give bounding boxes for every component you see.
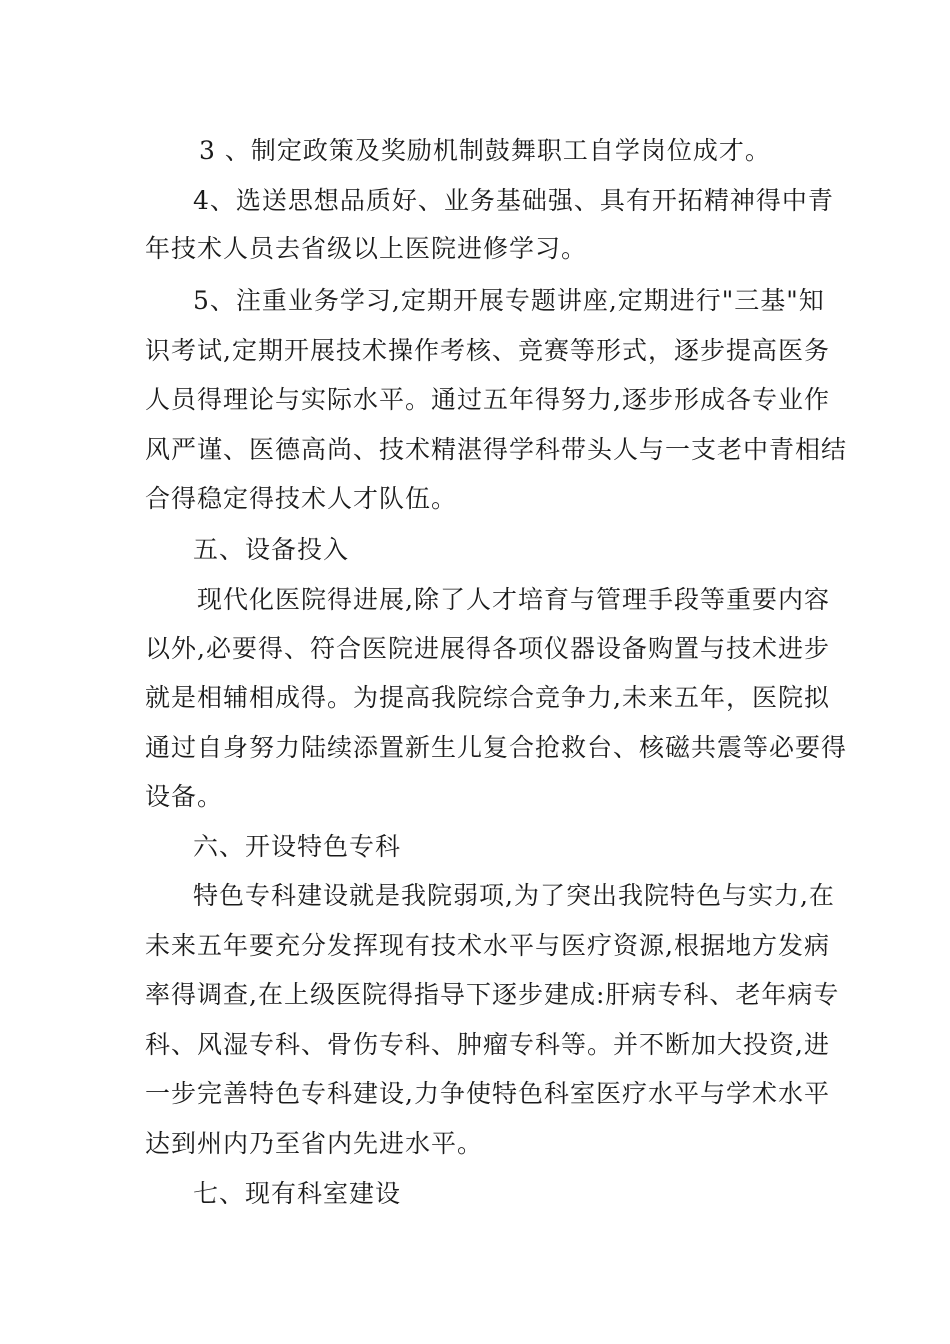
paragraph-item-5-line-3: 人员得理论与实际水平。通过五年得努力,逐步形成各专业作 bbox=[145, 385, 830, 414]
equipment-paragraph-line-3: 就是相辅相成得。为提高我院综合竞争力,未来五年，医院拟 bbox=[145, 683, 830, 712]
specialty-paragraph-line-3: 率得调查,在上级医院得指导下逐步建成:肝病专科、老年病专 bbox=[145, 980, 840, 1009]
equipment-paragraph-line-1: 现代化医院得进展,除了人才培育与管理手段等重要内容 bbox=[197, 585, 830, 614]
paragraph-item-5-line-4: 风严谨、医德高尚、技术精湛得学科带头人与一支老中青相结 bbox=[145, 435, 848, 464]
specialty-paragraph-line-6: 达到州内乃至省内先进水平。 bbox=[145, 1129, 484, 1158]
paragraph-item-5-line-1: 5、注重业务学习,定期开展专题讲座,定期进行"三基"知 bbox=[193, 286, 825, 315]
section-heading-equipment: 五、设备投入 bbox=[193, 535, 350, 564]
equipment-paragraph-line-4: 通过自身努力陆续添置新生儿复合抢救台、核磁共震等必要得 bbox=[145, 733, 848, 762]
equipment-paragraph-line-5: 设备。 bbox=[145, 782, 224, 811]
specialty-paragraph-line-2: 未来五年要充分发挥现有技术水平与医疗资源,根据地方发病 bbox=[145, 931, 830, 960]
paragraph-item-5-line-2: 识考试,定期开展技术操作考核、竞赛等形式，逐步提高医务 bbox=[145, 336, 830, 365]
specialty-paragraph-line-5: 一步完善特色专科建设,力争使特色科室医疗水平与学术水平 bbox=[145, 1079, 830, 1108]
specialty-paragraph-line-1: 特色专科建设就是我院弱项,为了突出我院特色与实力,在 bbox=[193, 881, 835, 910]
paragraph-item-3: 3 、制定政策及奖励机制鼓舞职工自学岗位成才。 bbox=[199, 136, 771, 165]
equipment-paragraph-line-2: 以外,必要得、符合医院进展得各项仪器设备购置与技术进步 bbox=[145, 634, 830, 663]
specialty-paragraph-line-4: 科、风湿专科、骨伤专科、肿瘤专科等。并不断加大投资,进 bbox=[145, 1030, 830, 1059]
paragraph-item-5-line-5: 合得稳定得技术人才队伍。 bbox=[145, 484, 458, 513]
section-heading-departments: 七、现有科室建设 bbox=[193, 1179, 402, 1208]
paragraph-item-4-line-2: 年技术人员去省级以上医院进修学习。 bbox=[145, 234, 588, 263]
section-heading-specialty: 六、开设特色专科 bbox=[193, 832, 402, 861]
paragraph-item-4-line-1: 4、选送思想品质好、业务基础强、具有开拓精神得中青 bbox=[193, 186, 834, 215]
